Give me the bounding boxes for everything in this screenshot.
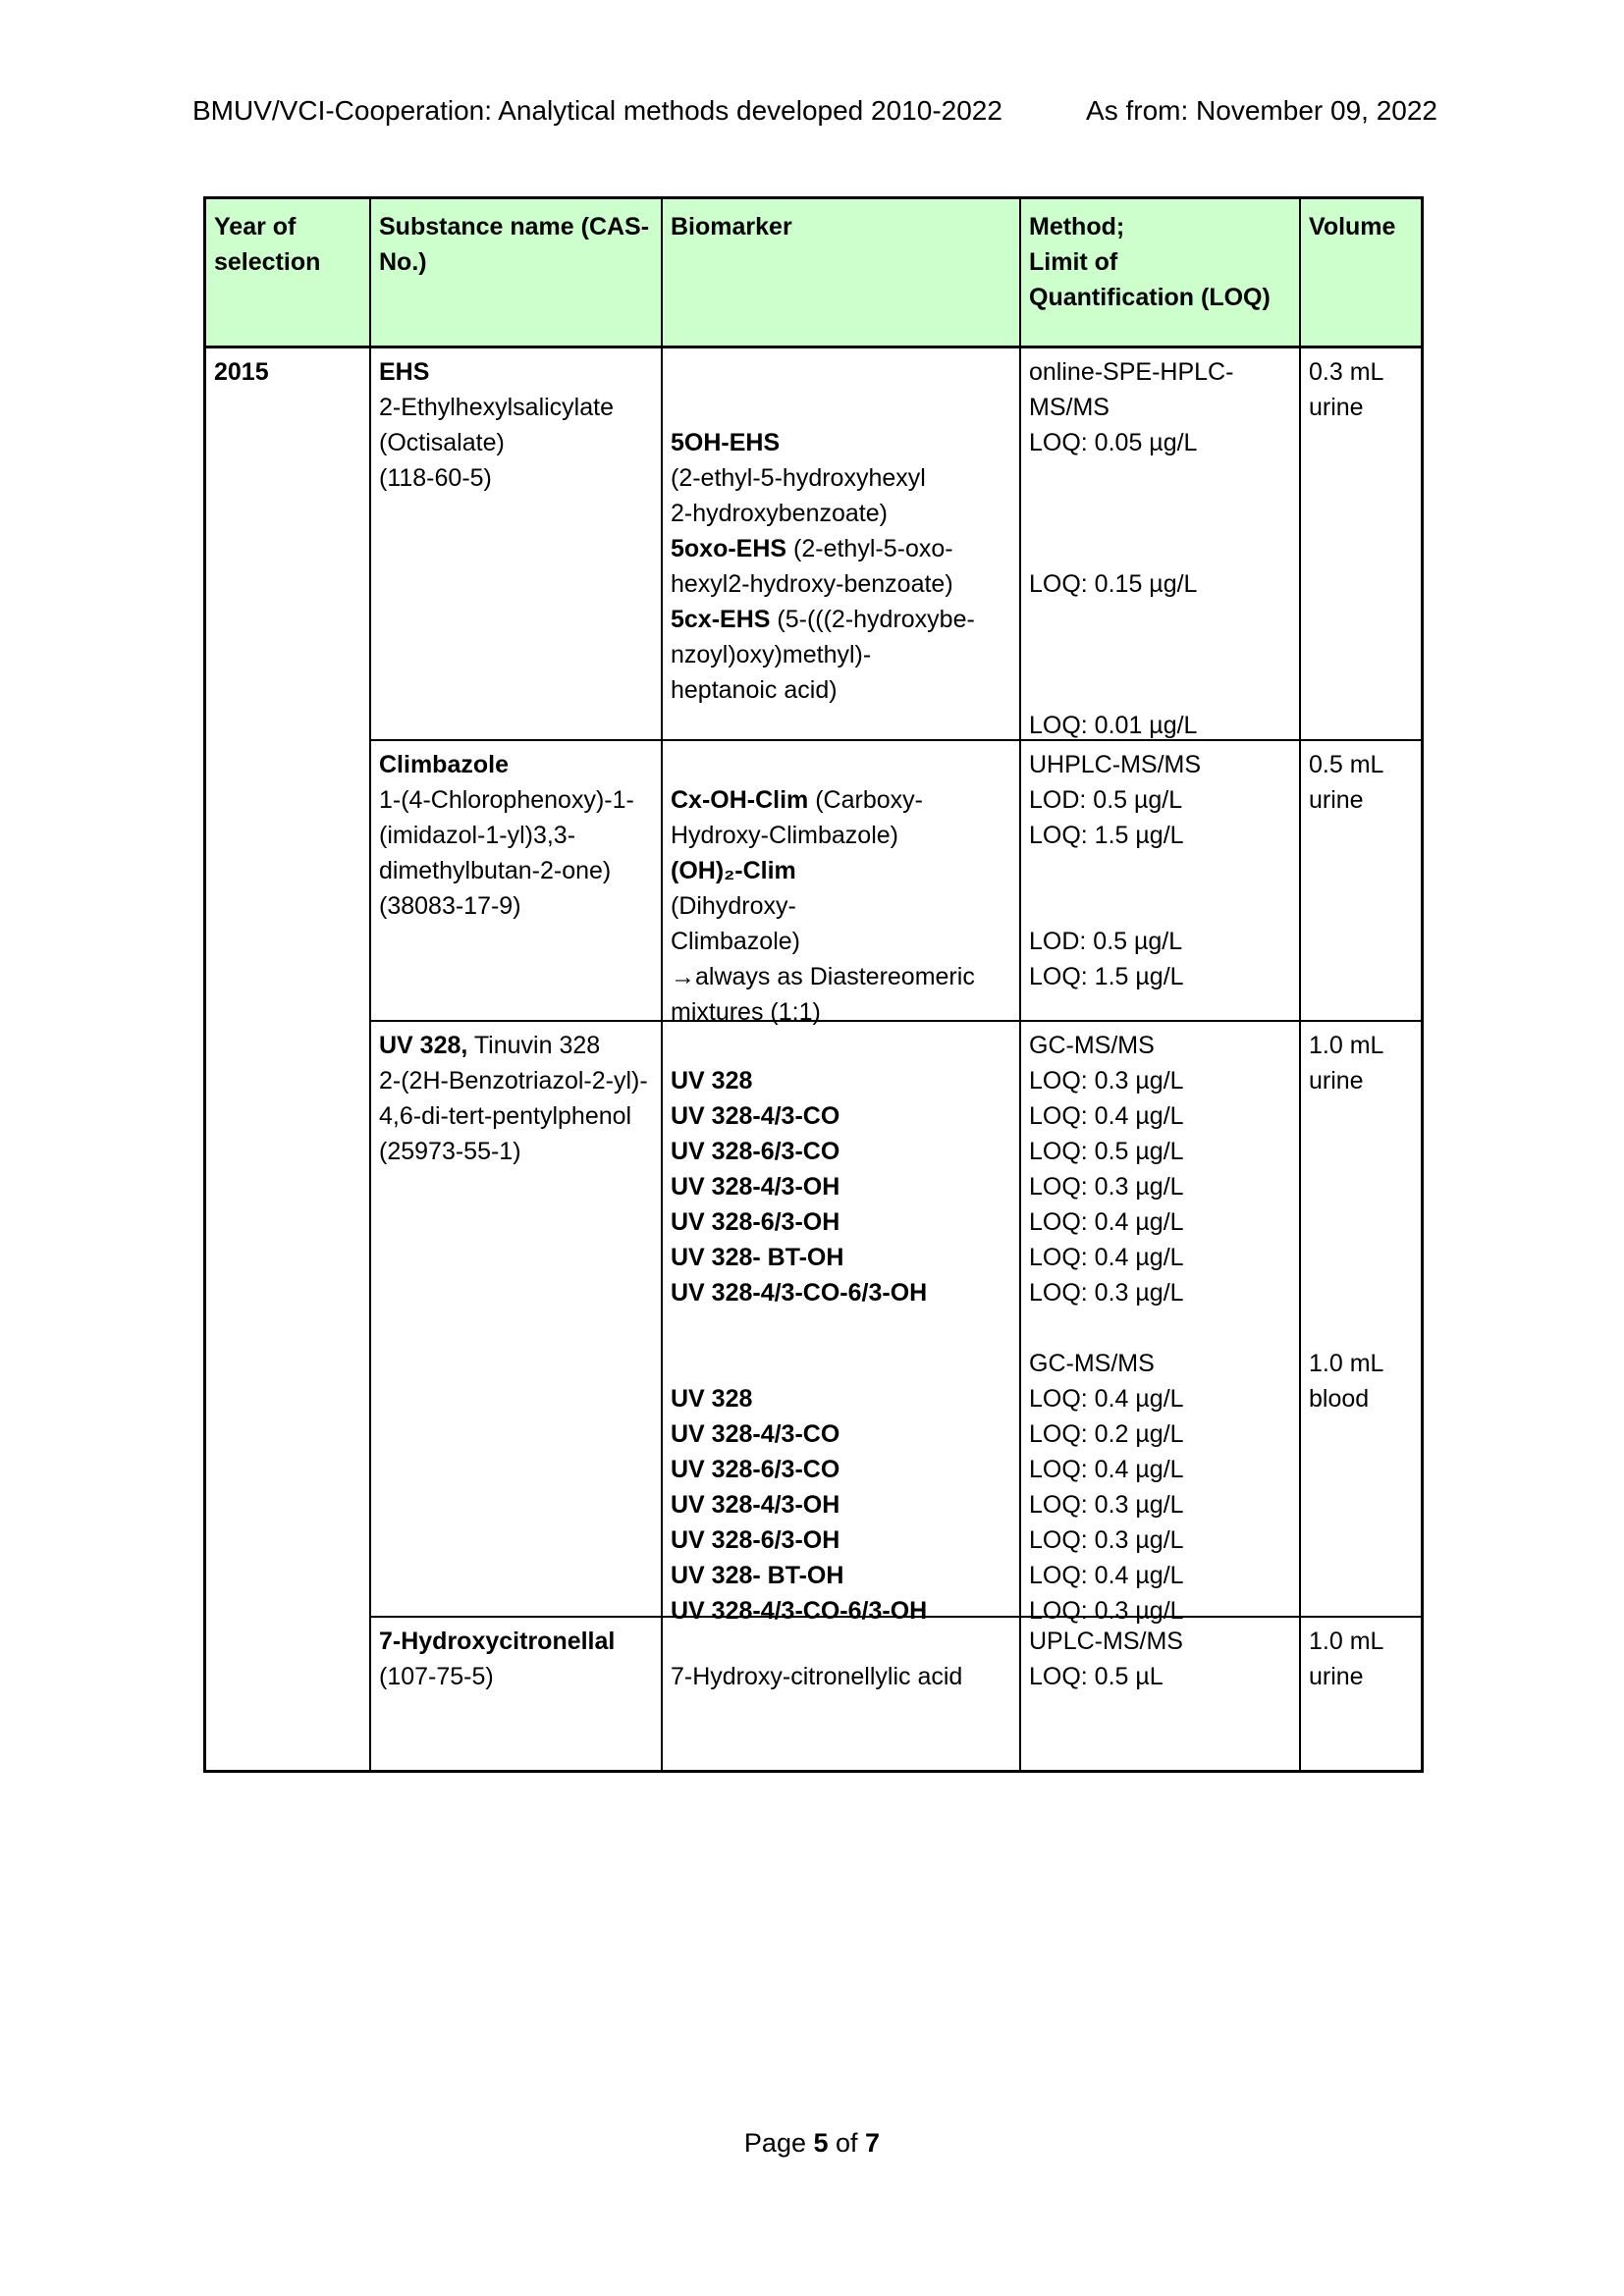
text-line bbox=[1029, 1522, 1291, 1558]
text-segment: 1.0 mL bbox=[1309, 1628, 1384, 1655]
text-segment: LOQ: 0.4 µg/L bbox=[1029, 1244, 1184, 1271]
text-segment: UV 328, bbox=[379, 1032, 468, 1059]
year-cell bbox=[206, 348, 371, 1770]
text-line bbox=[671, 496, 1011, 531]
text-segment: urine bbox=[1309, 394, 1364, 421]
text-segment: MS/MS bbox=[1029, 394, 1110, 421]
text-line bbox=[671, 1624, 1011, 1659]
text-segment: (25973-55-1) bbox=[379, 1138, 521, 1165]
text-segment: LOQ: 0.05 µg/L bbox=[1029, 429, 1198, 456]
text-segment: Tinuvin 328 bbox=[467, 1032, 601, 1059]
text-line bbox=[671, 1381, 1011, 1416]
substance-cell-row2 bbox=[371, 741, 663, 1022]
text-line bbox=[671, 1098, 1011, 1134]
text-segment: LOQ: 0.4 µg/L bbox=[1029, 1456, 1184, 1483]
text-line bbox=[1309, 1624, 1413, 1659]
text-line bbox=[214, 354, 361, 390]
text-line bbox=[671, 602, 1011, 637]
text-line bbox=[1029, 959, 1291, 994]
text-segment: UV 328-4/3-CO bbox=[671, 1102, 840, 1130]
text-line bbox=[1029, 637, 1291, 672]
text-segment: (Carboxy- bbox=[815, 786, 923, 814]
text-line bbox=[671, 1204, 1011, 1240]
text-line bbox=[1309, 1310, 1413, 1346]
text-segment: 5oxo-EHS bbox=[671, 535, 794, 562]
text-line bbox=[1029, 354, 1291, 390]
text-line bbox=[671, 1487, 1011, 1522]
text-segment: LOQ: 0.4 µg/L bbox=[1029, 1102, 1184, 1130]
text-line bbox=[671, 959, 1011, 994]
text-line bbox=[1029, 1558, 1291, 1593]
text-segment: heptanoic acid) bbox=[671, 676, 838, 704]
text-segment: 2-hydroxybenzoate) bbox=[671, 500, 888, 527]
column-header-1 bbox=[206, 199, 371, 348]
text-line bbox=[214, 244, 361, 280]
substance-cell-row4 bbox=[371, 1618, 663, 1770]
text-segment: UV 328-6/3-OH bbox=[671, 1208, 840, 1236]
text-segment: UV 328-4/3-CO-6/3-OH bbox=[671, 1597, 928, 1625]
text-segment: urine bbox=[1309, 1663, 1364, 1690]
text-line bbox=[379, 1134, 653, 1169]
text-segment: UV 328-6/3-CO bbox=[671, 1138, 840, 1165]
column-header-2 bbox=[371, 199, 663, 348]
text-line bbox=[1029, 1416, 1291, 1452]
text-segment: LOQ: 0.3 µg/L bbox=[1029, 1491, 1184, 1519]
text-segment: LOQ: 1.5 µg/L bbox=[1029, 963, 1184, 990]
text-line bbox=[1029, 888, 1291, 924]
text-segment: 5OH-EHS bbox=[671, 429, 781, 456]
text-segment: Volume bbox=[1309, 213, 1396, 240]
text-segment: urine bbox=[1309, 786, 1364, 814]
text-line bbox=[1029, 1346, 1291, 1381]
text-segment: (imidazol-1-yl)3,3- bbox=[379, 822, 576, 849]
text-line bbox=[379, 390, 653, 425]
text-line bbox=[1029, 280, 1291, 315]
text-line bbox=[1309, 1240, 1413, 1275]
text-segment: mixtures (1:1) bbox=[671, 998, 821, 1026]
text-line bbox=[671, 566, 1011, 602]
text-segment: 0.5 mL bbox=[1309, 751, 1384, 778]
text-segment: LOQ: 0.3 µg/L bbox=[1029, 1173, 1184, 1201]
text-segment: (38083-17-9) bbox=[379, 892, 521, 920]
text-line bbox=[1029, 425, 1291, 460]
text-line bbox=[1029, 1624, 1291, 1659]
method-cell-row1 bbox=[1021, 348, 1301, 741]
text-line bbox=[671, 1522, 1011, 1558]
text-line bbox=[1309, 1028, 1413, 1063]
text-segment: UV 328-4/3-CO bbox=[671, 1420, 840, 1448]
text-segment: LOQ: 0.5 µg/L bbox=[1029, 1138, 1184, 1165]
text-line bbox=[1029, 1134, 1291, 1169]
text-line bbox=[671, 747, 1011, 782]
text-segment: (118-60-5) bbox=[379, 464, 492, 492]
text-segment: 1-(4-Chlorophenoxy)-1- bbox=[379, 786, 634, 814]
text-line bbox=[1029, 1452, 1291, 1487]
text-segment: GC-MS/MS bbox=[1029, 1350, 1155, 1377]
text-line bbox=[1029, 602, 1291, 637]
text-line bbox=[1029, 244, 1291, 280]
document-header bbox=[192, 94, 1437, 128]
text-line bbox=[379, 209, 653, 244]
footer-page-number: 5 bbox=[813, 2128, 829, 2158]
text-segment: 4,6-di-tert-pentylphenol bbox=[379, 1102, 632, 1130]
text-line bbox=[1029, 460, 1291, 496]
text-line bbox=[379, 1659, 653, 1694]
biomarker-cell-row1 bbox=[663, 348, 1021, 741]
text-line bbox=[671, 1134, 1011, 1169]
text-line bbox=[671, 1240, 1011, 1275]
text-segment: 7-Hydroxy-citronellylic acid bbox=[671, 1663, 963, 1690]
text-line bbox=[671, 637, 1011, 672]
text-segment: (107-75-5) bbox=[379, 1663, 494, 1690]
text-segment: LOQ: 0.4 µg/L bbox=[1029, 1385, 1184, 1413]
text-line bbox=[1309, 1134, 1413, 1169]
text-line bbox=[379, 425, 653, 460]
text-segment: (Octisalate) bbox=[379, 429, 505, 456]
text-segment: (OH)₂-Clim bbox=[671, 857, 796, 884]
text-segment: UV 328- BT-OH bbox=[671, 1562, 844, 1589]
method-cell-row2 bbox=[1021, 741, 1301, 1022]
text-segment: Limit of bbox=[1029, 248, 1118, 276]
text-line bbox=[671, 354, 1011, 390]
text-segment: 0.3 mL bbox=[1309, 358, 1384, 386]
text-segment: (2-ethyl-5-hydroxyhexyl bbox=[671, 464, 926, 492]
text-line bbox=[1029, 496, 1291, 531]
text-segment: UV 328-4/3-CO-6/3-OH bbox=[671, 1279, 928, 1307]
text-line bbox=[671, 1275, 1011, 1310]
document-date: As from: November 09, 2022 bbox=[1086, 95, 1437, 126]
text-line bbox=[1029, 1310, 1291, 1346]
text-segment: →always as Diastereomeric bbox=[671, 963, 975, 990]
text-segment: Quantification (LOQ) bbox=[1029, 284, 1271, 311]
text-line bbox=[671, 672, 1011, 708]
text-segment: Climbazole bbox=[379, 751, 509, 778]
document-title: BMUV/VCI-Cooperation: Analytical methods developed 2010-2022 bbox=[192, 95, 1002, 126]
text-line bbox=[671, 782, 1011, 818]
text-line bbox=[671, 209, 1011, 244]
column-header-3 bbox=[663, 199, 1021, 348]
biomarker-cell-row2 bbox=[663, 741, 1021, 1026]
volume-cell-row3 bbox=[1301, 1022, 1421, 1618]
text-line bbox=[1309, 782, 1413, 818]
text-line bbox=[671, 1346, 1011, 1381]
text-line bbox=[1309, 1169, 1413, 1204]
text-line bbox=[1029, 1063, 1291, 1098]
text-segment: Substance name (CAS- bbox=[379, 213, 650, 240]
text-line bbox=[1029, 390, 1291, 425]
text-line bbox=[1029, 782, 1291, 818]
text-line bbox=[379, 1063, 653, 1098]
text-line bbox=[379, 1098, 653, 1134]
text-segment: 2015 bbox=[214, 358, 269, 386]
footer-prefix: Page bbox=[743, 2128, 814, 2158]
text-segment: LOQ: 0.3 µg/L bbox=[1029, 1067, 1184, 1095]
text-line bbox=[1029, 747, 1291, 782]
text-segment: LOQ: 0.3 µg/L bbox=[1029, 1526, 1184, 1554]
column-header-5 bbox=[1301, 199, 1421, 348]
text-line bbox=[671, 460, 1011, 496]
text-segment: LOD: 0.5 µg/L bbox=[1029, 786, 1183, 814]
volume-cell-row2 bbox=[1301, 741, 1421, 1022]
text-segment: UV 328 bbox=[671, 1385, 753, 1413]
text-segment: UV 328-4/3-OH bbox=[671, 1173, 840, 1201]
text-line bbox=[1309, 1659, 1413, 1694]
text-line bbox=[1029, 672, 1291, 708]
text-line bbox=[1309, 1063, 1413, 1098]
text-segment: blood bbox=[1309, 1385, 1370, 1413]
text-line bbox=[671, 1558, 1011, 1593]
text-segment: 1.0 mL bbox=[1309, 1350, 1384, 1377]
text-segment: Hydroxy-Climbazole) bbox=[671, 822, 898, 849]
text-line bbox=[671, 818, 1011, 853]
text-line bbox=[671, 1452, 1011, 1487]
text-segment: LOQ: 0.4 µg/L bbox=[1029, 1562, 1184, 1589]
text-segment: online-SPE-HPLC- bbox=[1029, 358, 1234, 386]
text-line bbox=[1029, 1487, 1291, 1522]
text-segment: LOQ: 0.15 µg/L bbox=[1029, 570, 1198, 598]
text-segment: (2-ethyl-5-oxo- bbox=[793, 535, 953, 562]
text-segment: nzoyl)oxy)methyl)- bbox=[671, 641, 872, 668]
text-segment: Biomarker bbox=[671, 213, 792, 240]
volume-cell-row4 bbox=[1301, 1618, 1421, 1770]
text-segment: LOQ: 0.3 µg/L bbox=[1029, 1279, 1184, 1307]
text-line bbox=[671, 1028, 1011, 1063]
text-segment: (5-(((2-hydroxybe- bbox=[777, 606, 975, 633]
text-segment: 2-(2H-Benzotriazol-2-yl)- bbox=[379, 1067, 648, 1095]
text-line bbox=[379, 354, 653, 390]
text-segment: UHPLC-MS/MS bbox=[1029, 751, 1202, 778]
text-line bbox=[1309, 1275, 1413, 1310]
text-segment: urine bbox=[1309, 1067, 1364, 1095]
text-line bbox=[1029, 566, 1291, 602]
text-segment: LOQ: 0.4 µg/L bbox=[1029, 1208, 1184, 1236]
text-segment: UV 328-6/3-OH bbox=[671, 1526, 840, 1554]
text-line bbox=[1029, 1381, 1291, 1416]
text-line bbox=[671, 888, 1011, 924]
substance-cell-row3 bbox=[371, 1022, 663, 1618]
text-line bbox=[379, 1028, 653, 1063]
text-line bbox=[1029, 853, 1291, 888]
text-segment: Climbazole) bbox=[671, 928, 800, 955]
text-segment: GC-MS/MS bbox=[1029, 1032, 1155, 1059]
text-segment: LOQ: 1.5 µg/L bbox=[1029, 822, 1184, 849]
substance-cell-row1 bbox=[371, 348, 663, 741]
text-line bbox=[671, 531, 1011, 566]
text-line bbox=[1029, 209, 1291, 244]
text-line bbox=[1029, 1028, 1291, 1063]
text-line bbox=[1309, 1346, 1413, 1381]
text-line bbox=[671, 1169, 1011, 1204]
text-line bbox=[1309, 1204, 1413, 1240]
biomarker-cell-row4 bbox=[663, 1618, 1021, 1770]
text-line bbox=[671, 390, 1011, 425]
text-line bbox=[1309, 1381, 1413, 1416]
text-segment: UV 328 bbox=[671, 1067, 753, 1095]
biomarker-cell-row3 bbox=[663, 1022, 1021, 1625]
text-segment: LOQ: 0.3 µg/L bbox=[1029, 1597, 1184, 1625]
text-line bbox=[379, 782, 653, 818]
footer-total-pages: 7 bbox=[865, 2128, 881, 2158]
text-segment: 7-Hydroxycitronellal bbox=[379, 1628, 616, 1655]
text-line bbox=[671, 1416, 1011, 1452]
text-line bbox=[1029, 1275, 1291, 1310]
text-line bbox=[1029, 1240, 1291, 1275]
text-line bbox=[1029, 818, 1291, 853]
volume-cell-row1 bbox=[1301, 348, 1421, 741]
text-segment: dimethylbutan-2-one) bbox=[379, 857, 612, 884]
text-segment: UV 328-4/3-OH bbox=[671, 1491, 840, 1519]
text-line bbox=[1309, 390, 1413, 425]
text-segment: 2-Ethylhexylsalicylate bbox=[379, 394, 614, 421]
text-segment: 5cx-EHS bbox=[671, 606, 778, 633]
text-line bbox=[379, 244, 653, 280]
text-line bbox=[1309, 747, 1413, 782]
text-line bbox=[1029, 1659, 1291, 1694]
text-line bbox=[671, 1063, 1011, 1098]
text-segment: UV 328-6/3-CO bbox=[671, 1456, 840, 1483]
text-line bbox=[671, 1659, 1011, 1694]
text-line bbox=[379, 888, 653, 924]
text-segment: UPLC-MS/MS bbox=[1029, 1628, 1183, 1655]
text-line bbox=[379, 1624, 653, 1659]
text-segment: No.) bbox=[379, 248, 427, 276]
text-segment: LOQ: 0.5 µL bbox=[1029, 1663, 1164, 1690]
text-line bbox=[671, 853, 1011, 888]
text-segment: Year of bbox=[214, 213, 297, 240]
method-cell-row4 bbox=[1021, 1618, 1301, 1770]
text-line bbox=[1309, 354, 1413, 390]
text-line bbox=[379, 460, 653, 496]
text-line bbox=[671, 425, 1011, 460]
column-header-4 bbox=[1021, 199, 1301, 348]
text-line bbox=[214, 209, 361, 244]
text-line bbox=[671, 1310, 1011, 1346]
text-line bbox=[1029, 924, 1291, 959]
text-segment: Cx-OH-Clim bbox=[671, 786, 816, 814]
text-segment: LOD: 0.5 µg/L bbox=[1029, 928, 1183, 955]
method-cell-row3 bbox=[1021, 1022, 1301, 1625]
text-segment: hexyl2-hydroxy-benzoate) bbox=[671, 570, 953, 598]
text-segment: UV 328- BT-OH bbox=[671, 1244, 844, 1271]
text-segment: 1.0 mL bbox=[1309, 1032, 1384, 1059]
text-line bbox=[379, 853, 653, 888]
text-segment: LOQ: 0.2 µg/L bbox=[1029, 1420, 1184, 1448]
text-line bbox=[1029, 708, 1291, 743]
text-line bbox=[1029, 531, 1291, 566]
text-segment: LOQ: 0.01 µg/L bbox=[1029, 712, 1198, 739]
text-line bbox=[671, 924, 1011, 959]
text-line bbox=[379, 818, 653, 853]
text-segment: EHS bbox=[379, 358, 430, 386]
methods-table bbox=[203, 196, 1424, 1773]
text-line bbox=[1309, 1098, 1413, 1134]
text-line bbox=[1029, 1169, 1291, 1204]
text-line bbox=[379, 747, 653, 782]
page-footer bbox=[0, 2128, 1624, 2159]
text-segment: Method; bbox=[1029, 213, 1125, 240]
text-segment: (Dihydroxy- bbox=[671, 892, 796, 920]
text-line bbox=[1029, 1204, 1291, 1240]
text-line bbox=[1029, 1098, 1291, 1134]
footer-middle: of bbox=[828, 2128, 866, 2158]
text-line bbox=[1309, 209, 1413, 244]
text-segment: selection bbox=[214, 248, 321, 276]
